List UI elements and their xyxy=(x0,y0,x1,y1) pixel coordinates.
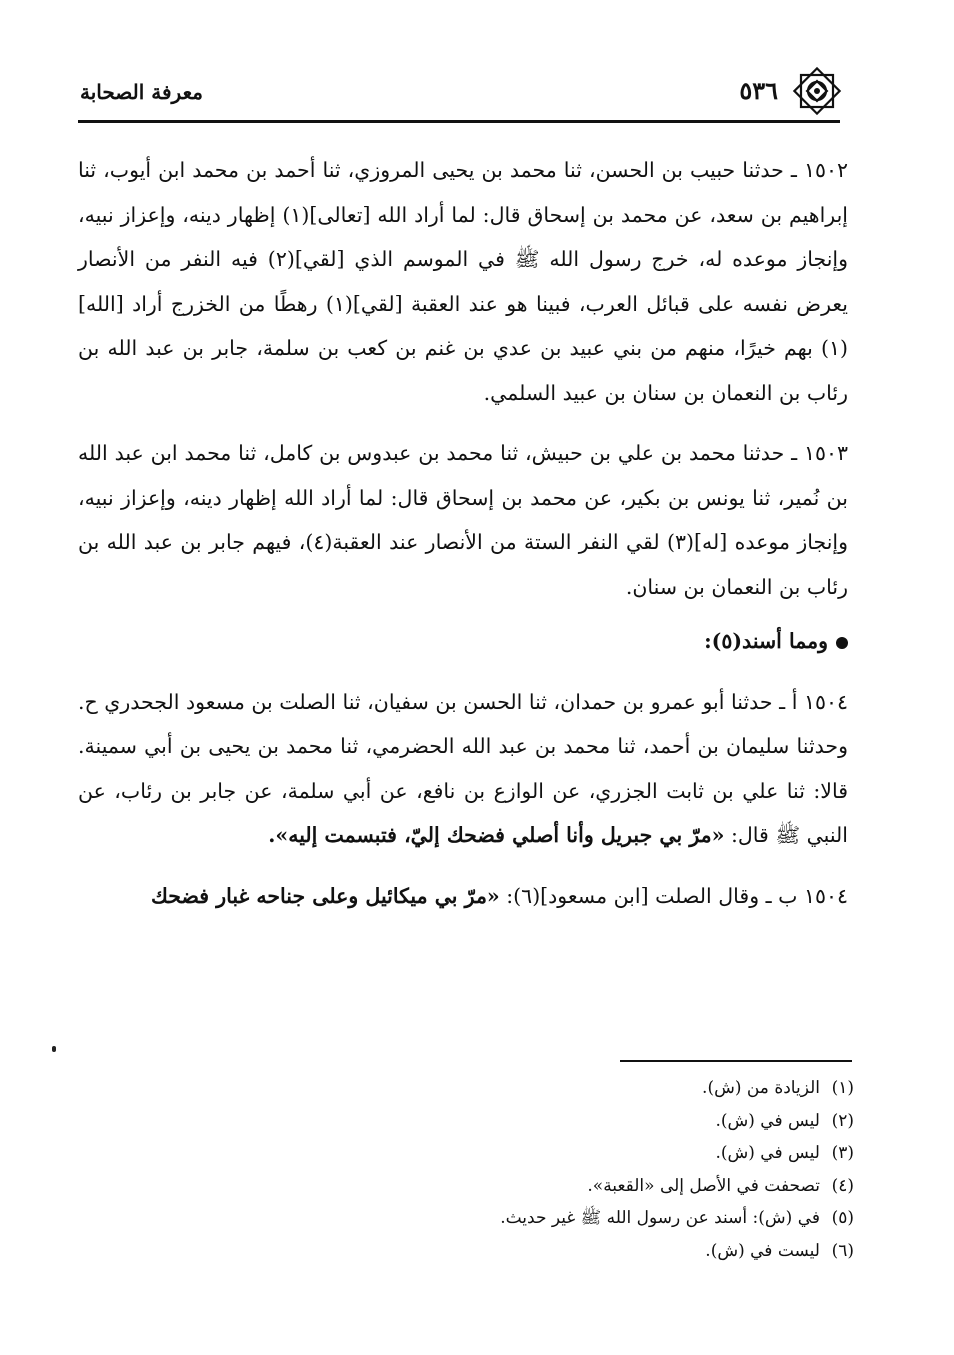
footnote-divider xyxy=(620,1060,852,1062)
header-divider xyxy=(78,120,840,123)
footnote-number: (١) xyxy=(831,1078,854,1098)
footnote-text: ليس في (ش). xyxy=(715,1143,820,1164)
footnote xyxy=(354,1105,854,1138)
hadith-quote: «مرّ بي جبريل وأنا أصلي فضحك إليّ، فتبسمت إليه». xyxy=(268,823,725,847)
paragraph-1502: ١٥٠٢ ـ حدثنا حبيب بن الحسن، ثنا محمد بن يحيى المروزي، ثنا أحمد بن محمد ابن أيوب، ثنا إبراهيم بن سعد، عن محمد بن إسحاق قال: لما أراد الله [تعالى](١) إظهار دينه، وإعزاز نبيه، وإنجاز موعده له، خرج رسول الله ﷺ في الموسم الذي [لقي](٢) فيه النفر من الأنصار يعرض نفسه على قبائل العرب، فبينا هو عند العقبة [لقي](١) رهطًا من الخزرج أراد [الله](١) بهم خيرًا، منهم من بني عبيد بن عدي بن غنم بن كعب بن سلمة، جابر بن عبد الله بن رئاب بن النعمان بن سنان بن عبيد السلمي. xyxy=(78,158,849,405)
footnote xyxy=(354,1072,854,1105)
ornament-icon xyxy=(790,64,844,118)
paragraph-1504a xyxy=(78,680,848,858)
footnote-number: (٤) xyxy=(831,1175,854,1196)
footnote-text: تصحفت في الأصل إلى «القعبة». xyxy=(587,1175,820,1196)
footnotes xyxy=(354,1072,854,1268)
footnote-number: (٥) xyxy=(831,1208,854,1229)
footnote-number: (٦) xyxy=(831,1240,854,1261)
hadith-quote: «مرّ بي ميكائيل وعلى جناحه غبار فضحك xyxy=(150,883,500,908)
paragraph-1504b xyxy=(78,874,848,919)
ink-mark xyxy=(52,1046,56,1052)
paragraph-1504a-text: ١٥٠٤ أ ـ حدثنا أبو عمرو بن حمدان، ثنا الحسن بن سفيان، ثنا الصلت بن مسعود الجحدري ح. وحدثنا سليمان بن أحمد، ثنا محمد بن عبد الله الحضرمي، ثنا محمد بن يحيى بن أبي سمينة. قالا: ثنا علي بن ثابت الجزري، عن الوازع بن نافع، عن أبي سلمة، عن جابر بن رئاب، عن النبي ﷺ قال: xyxy=(78,689,848,847)
paragraph-1503: ١٥٠٣ ـ حدثنا محمد بن علي بن حبيش، ثنا محمد بن عبدوس بن كامل، ثنا محمد ابن عبد الله بن نُمير، ثنا يونس بن بكير، عن محمد بن إسحاق قال: لما أراد الله إظهار دينه، وإعزاز نبيه، وإنجاز موعده [له](٣) لقي النفر الستة من الأنصار عند العقبة(٤)، فيهم جابر بن عبد الله بن رئاب بن النعمان بن سنان. xyxy=(78,441,848,599)
bullet-icon xyxy=(836,637,848,649)
footnote-text: ليس في (ش). xyxy=(715,1110,820,1131)
footnote-text: في (ش): أسند عن رسول الله ﷺ غير حديث. xyxy=(500,1208,820,1229)
page-number: ٥٣٦ xyxy=(739,76,778,105)
book-title: معرفة الصحابة xyxy=(80,80,203,104)
footnote-number: (٢) xyxy=(831,1110,854,1131)
footnote xyxy=(354,1170,854,1203)
footnote-text: ليست في (ش). xyxy=(705,1240,820,1261)
footnote-text: الزيادة من (ش). xyxy=(702,1078,820,1098)
paragraph-1504b-text: ١٥٠٤ ب ـ وقال الصلت [ابن مسعود](٦): xyxy=(499,883,848,908)
page-header xyxy=(78,68,838,120)
main-text xyxy=(78,148,848,918)
footnote xyxy=(354,1202,854,1235)
footnote-number: (٣) xyxy=(831,1143,854,1164)
section-heading xyxy=(78,619,848,664)
section-heading-text: ومما أسند(٥): xyxy=(704,629,828,653)
footnote xyxy=(354,1137,854,1170)
footnote xyxy=(354,1235,854,1268)
